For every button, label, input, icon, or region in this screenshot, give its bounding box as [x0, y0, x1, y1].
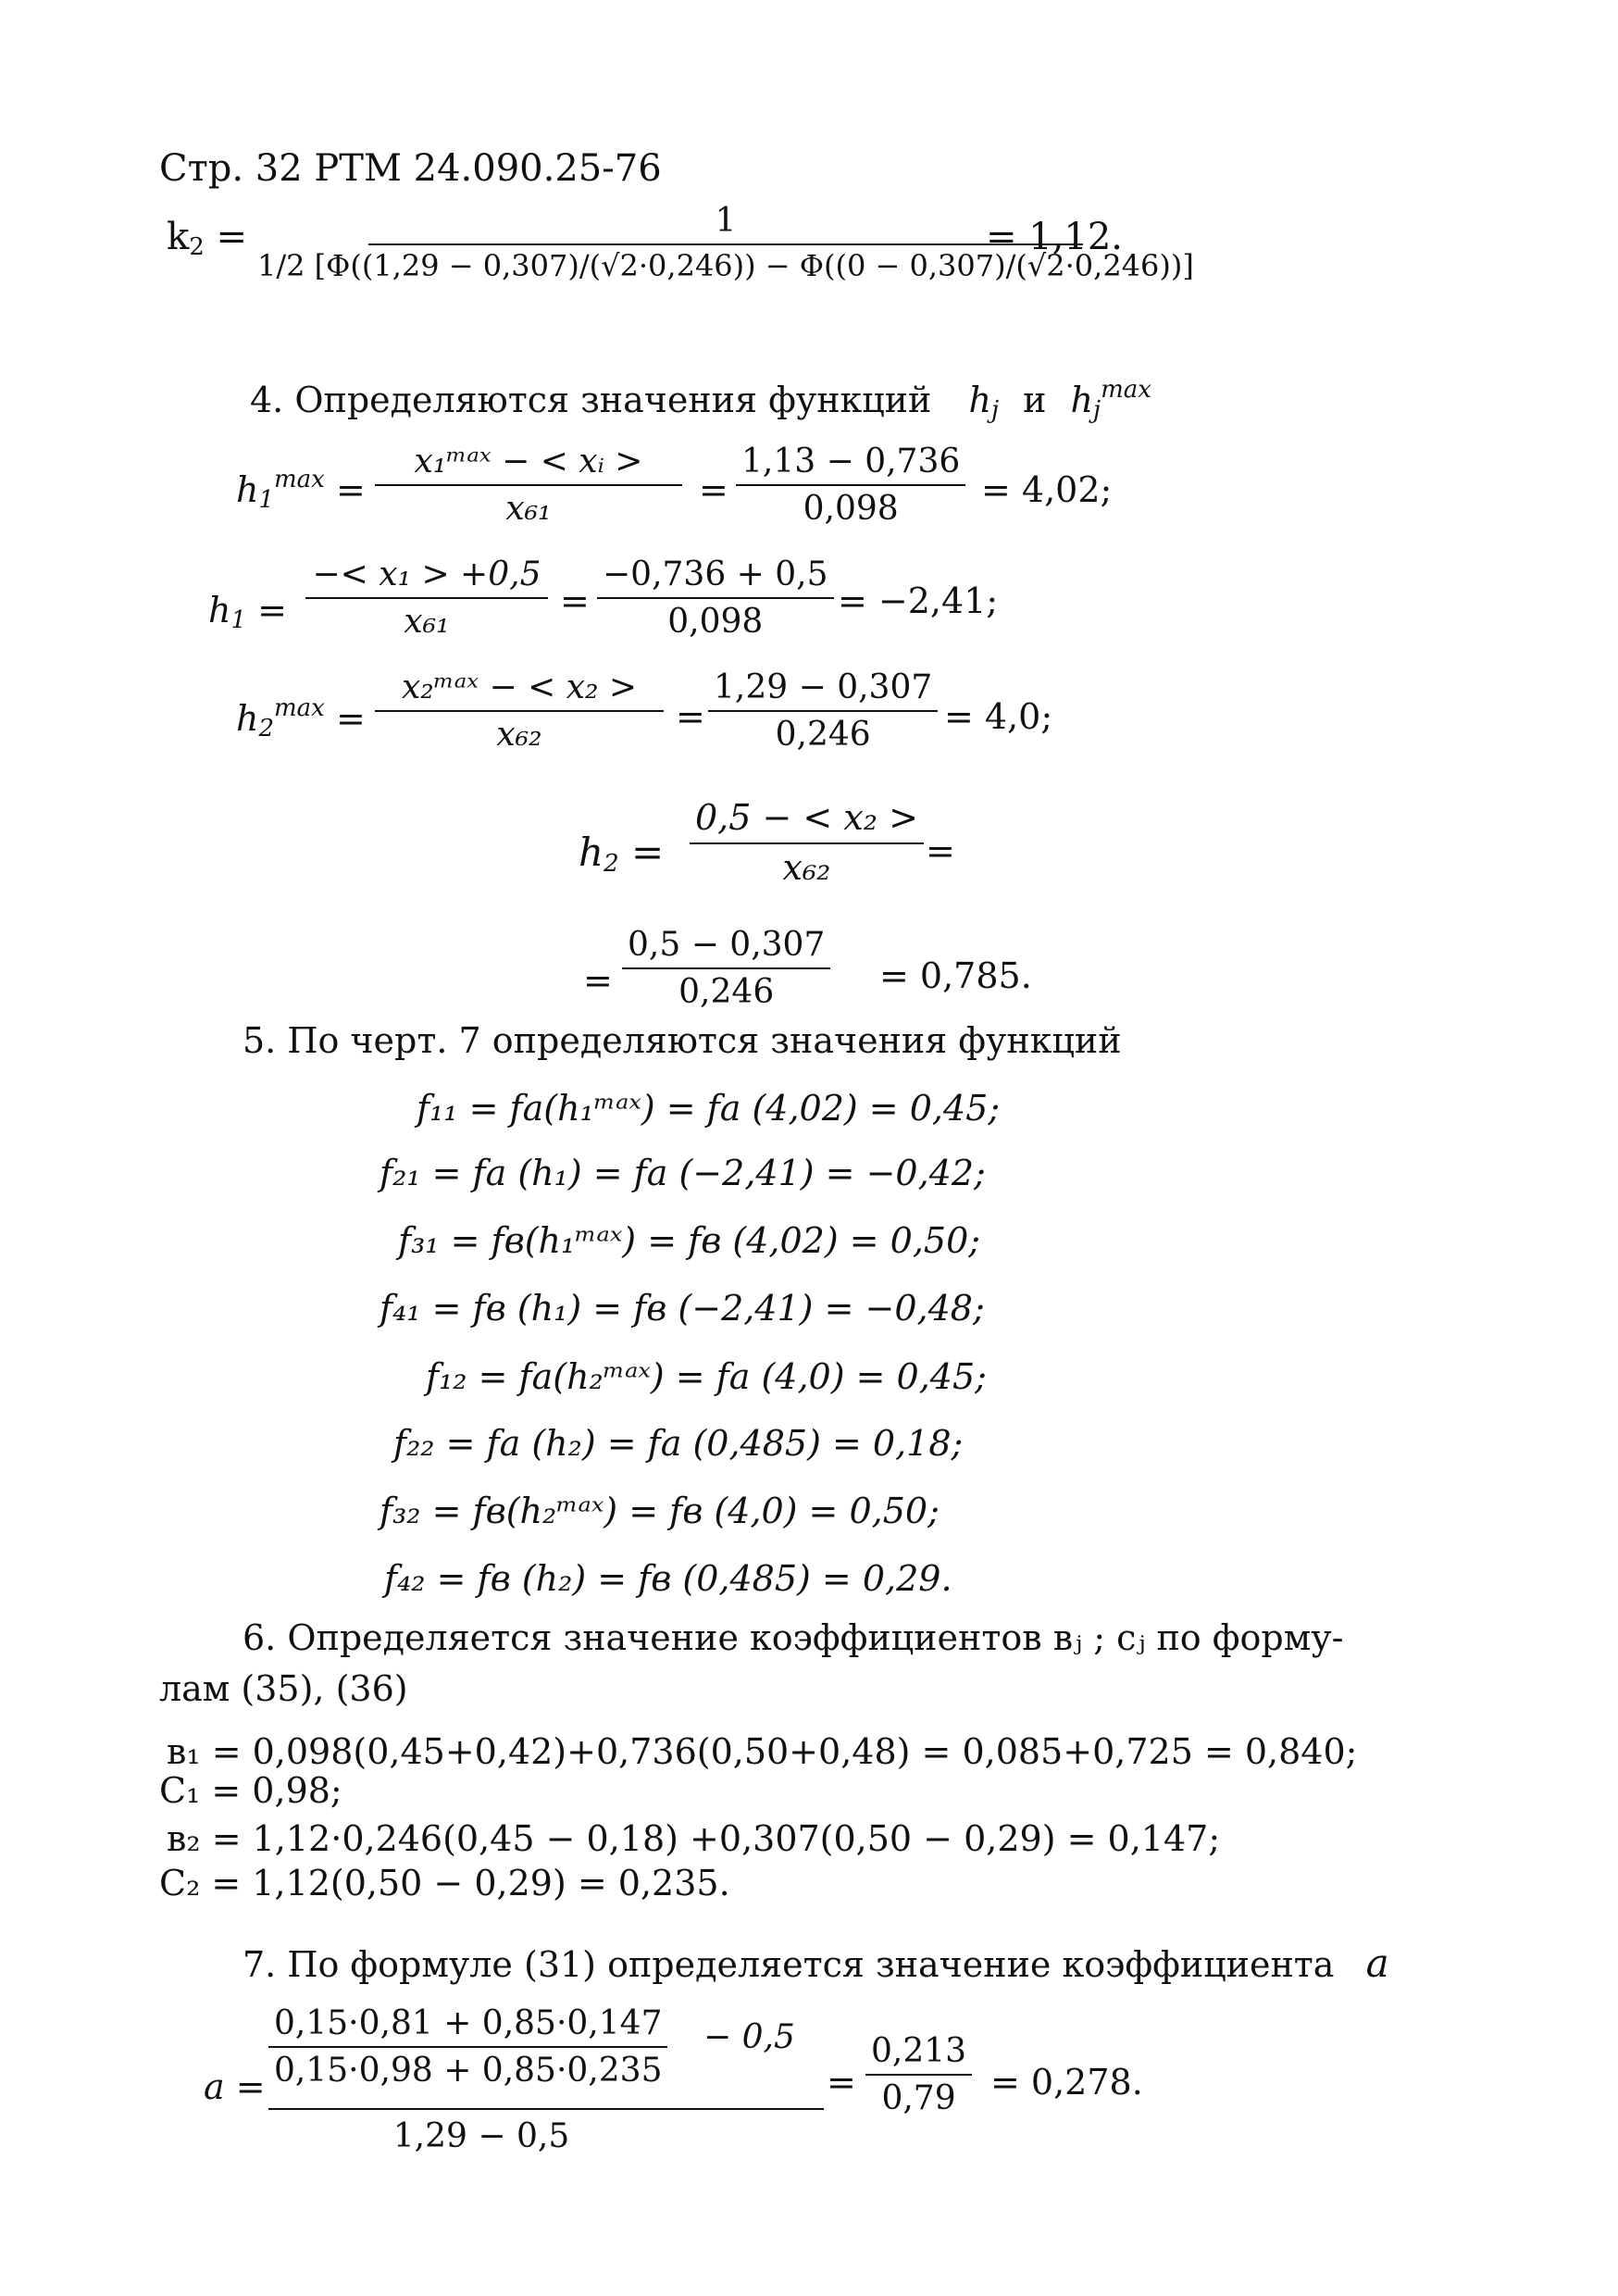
h1-num2: −0,736 + 0,5	[597, 555, 834, 599]
h1-eq: =	[560, 580, 590, 621]
f11-line: f₁₁ = fa(h₁ᵐᵃˣ) = fa (4,02) = 0,45;	[417, 1088, 1001, 1129]
h1max-fraction-numeric	[736, 443, 965, 529]
f22-line: f₂₂ = fa (h₂) = fa (0,485) = 0,18;	[393, 1423, 964, 1464]
h2-eq2: =	[583, 960, 613, 1001]
h2-eq-trailing: =	[926, 830, 955, 871]
h1-sub: 1	[230, 606, 247, 634]
step4-title-h-sub: j	[990, 396, 1000, 424]
a-compound-fraction	[268, 2004, 824, 2155]
h1-result: = −2,41;	[838, 580, 999, 621]
k2-symbol: k	[167, 216, 190, 258]
h1max-den2: 0,098	[803, 490, 899, 529]
h2max-lhs: $h_2^{max}$ =	[236, 694, 366, 742]
f41-line: f₄₁ = fв (h₁) = fв (−2,41) = −0,48;	[380, 1288, 985, 1329]
step4-title-hmax-sup: max	[1101, 376, 1151, 404]
a-num2: 0,213	[865, 2032, 972, 2076]
k2-result: = 1,12.	[986, 216, 1124, 258]
step7-title-text: 7. По формуле (31) определяется значение коэффициента	[243, 1944, 1335, 1985]
h2max-den2: 0,246	[775, 716, 871, 755]
h1-symbol: h	[208, 590, 231, 630]
h2max-result: = 4,0;	[944, 696, 1053, 737]
h2-result: = 0,785.	[879, 955, 1032, 996]
b2-line: в₂ = 1,12·0,246(0,45 − 0,18) +0,307(0,50 − 0,29) = 0,147;	[167, 1818, 1221, 1859]
h2max-sup: max	[274, 694, 325, 722]
h2max-den: x₆₂	[496, 716, 542, 755]
f12-line: f₁₂ = fa(h₂ᵐᵃˣ) = fa (4,0) = 0,45;	[426, 1356, 987, 1397]
a-inner-fraction	[268, 2004, 667, 2090]
f21-line: f₂₁ = fa (h₁) = fa (−2,41) = −0,42;	[380, 1153, 986, 1193]
step4-title-text: 4. Определяются значения функций	[250, 380, 932, 420]
a-inner-den: 0,15·0,98 + 0,85·0,235	[274, 2052, 663, 2090]
step4-title	[250, 378, 1151, 422]
b1-line: в₁ = 0,098(0,45+0,42)+0,736(0,50+0,48) = 0,085+0,725 = 0,840;	[167, 1731, 1358, 1772]
step4-title-h	[968, 380, 1000, 424]
h2-lhs: $h_2$ =	[579, 830, 665, 878]
h1max-num: x₁ᵐᵃˣ − < xᵢ >	[375, 443, 682, 486]
h2max-sub: 2	[258, 715, 275, 742]
h2max-symbol: h	[236, 698, 259, 739]
h1-lhs: $h_1$ =	[208, 590, 287, 634]
h1max-eq: =	[699, 469, 728, 510]
f32-line: f₃₂ = fв(h₂ᵐᵃˣ) = fв (4,0) = 0,50;	[380, 1491, 940, 1531]
f31-line: f₃₁ = fв(h₁ᵐᵃˣ) = fв (4,02) = 0,50;	[398, 1220, 981, 1261]
h2-den2: 0,246	[678, 973, 775, 1012]
step5-title: 5. По черт. 7 определяются значения функций	[243, 1020, 1122, 1061]
step6-title-line2: лам (35), (36)	[159, 1668, 408, 1709]
a-minus: − 0,5	[703, 2018, 795, 2056]
a-eq: =	[827, 2062, 856, 2103]
c1-line: C₁ = 0,98;	[159, 1770, 342, 1811]
a-outer-den: 1,29 − 0,5	[392, 2117, 570, 2155]
step4-title-h-symbol: h	[968, 380, 991, 420]
step6-title-line1: 6. Определяется значение коэффициентов вⱼ ; cⱼ по форму-	[243, 1617, 1344, 1658]
step4-title-and: и	[1023, 380, 1047, 420]
step4-title-hmax	[1070, 376, 1151, 424]
h2-sub: 2	[604, 850, 619, 878]
a-lhs: a =	[204, 2066, 266, 2107]
step7-title	[243, 1940, 1389, 1986]
a-inner-row	[268, 2004, 824, 2110]
h1max-lhs: $h_1^{max}$ =	[236, 466, 366, 514]
k2-lhs: $k_2$ =	[167, 216, 248, 261]
h1max-den: x₆₁	[505, 490, 552, 529]
h2-symbol: h	[579, 830, 604, 875]
h2-fraction-symbolic	[690, 798, 924, 888]
h1max-symbol: h	[236, 469, 259, 510]
a-result: = 0,278.	[990, 2062, 1143, 2103]
h1-fraction-symbolic	[305, 555, 548, 642]
h1-den2: 0,098	[667, 603, 764, 642]
c2-line: C₂ = 1,12(0,50 − 0,29) = 0,235.	[159, 1863, 730, 1903]
h2max-num2: 1,29 − 0,307	[708, 668, 938, 712]
h2max-num: x₂ᵐᵃˣ − < x₂ >	[375, 668, 664, 712]
h2-fraction-numeric	[622, 926, 830, 1012]
h1-den: x₆₁	[404, 603, 450, 642]
step4-title-hmax-sub: j	[1093, 396, 1101, 424]
k2-numerator: 1	[368, 202, 1083, 245]
h2max-fraction-numeric	[708, 668, 938, 755]
h2max-eq: =	[676, 696, 705, 737]
h1max-sub: 1	[258, 486, 275, 514]
a-inner-num: 0,15·0,81 + 0,85·0,147	[268, 2004, 667, 2048]
a-fraction-numeric	[865, 2032, 972, 2118]
h1-fraction-numeric	[597, 555, 834, 642]
h2-num: 0,5 − < x₂ >	[690, 798, 924, 844]
f42-line: f₄₂ = fв (h₂) = fв (0,485) = 0,29.	[384, 1558, 952, 1599]
k2-den-body: [Φ((1,29 − 0,307)/(√2·0,246)) − Φ((0 − 0,307)/(√2·0,246))]	[314, 248, 1194, 284]
h1max-result: = 4,02;	[981, 469, 1113, 510]
k2-subscript: 2	[189, 233, 205, 261]
a-den2: 0,79	[881, 2079, 956, 2118]
h2-num2: 0,5 − 0,307	[622, 926, 830, 969]
step7-title-var: a	[1365, 1940, 1389, 1986]
h1max-num2: 1,13 − 0,736	[736, 443, 965, 486]
k2-den-prefix: 1/2	[257, 248, 305, 284]
h1max-sup: max	[274, 466, 325, 493]
h1-num: −< x₁ > +0,5	[305, 555, 548, 599]
h1max-fraction-symbolic	[375, 443, 682, 529]
h2max-fraction-symbolic	[375, 668, 664, 755]
page-header: Стр. 32 РТМ 24.090.25-76	[159, 147, 662, 190]
step4-title-hmax-symbol: h	[1070, 380, 1094, 420]
h2-den: x₆₂	[782, 846, 831, 888]
